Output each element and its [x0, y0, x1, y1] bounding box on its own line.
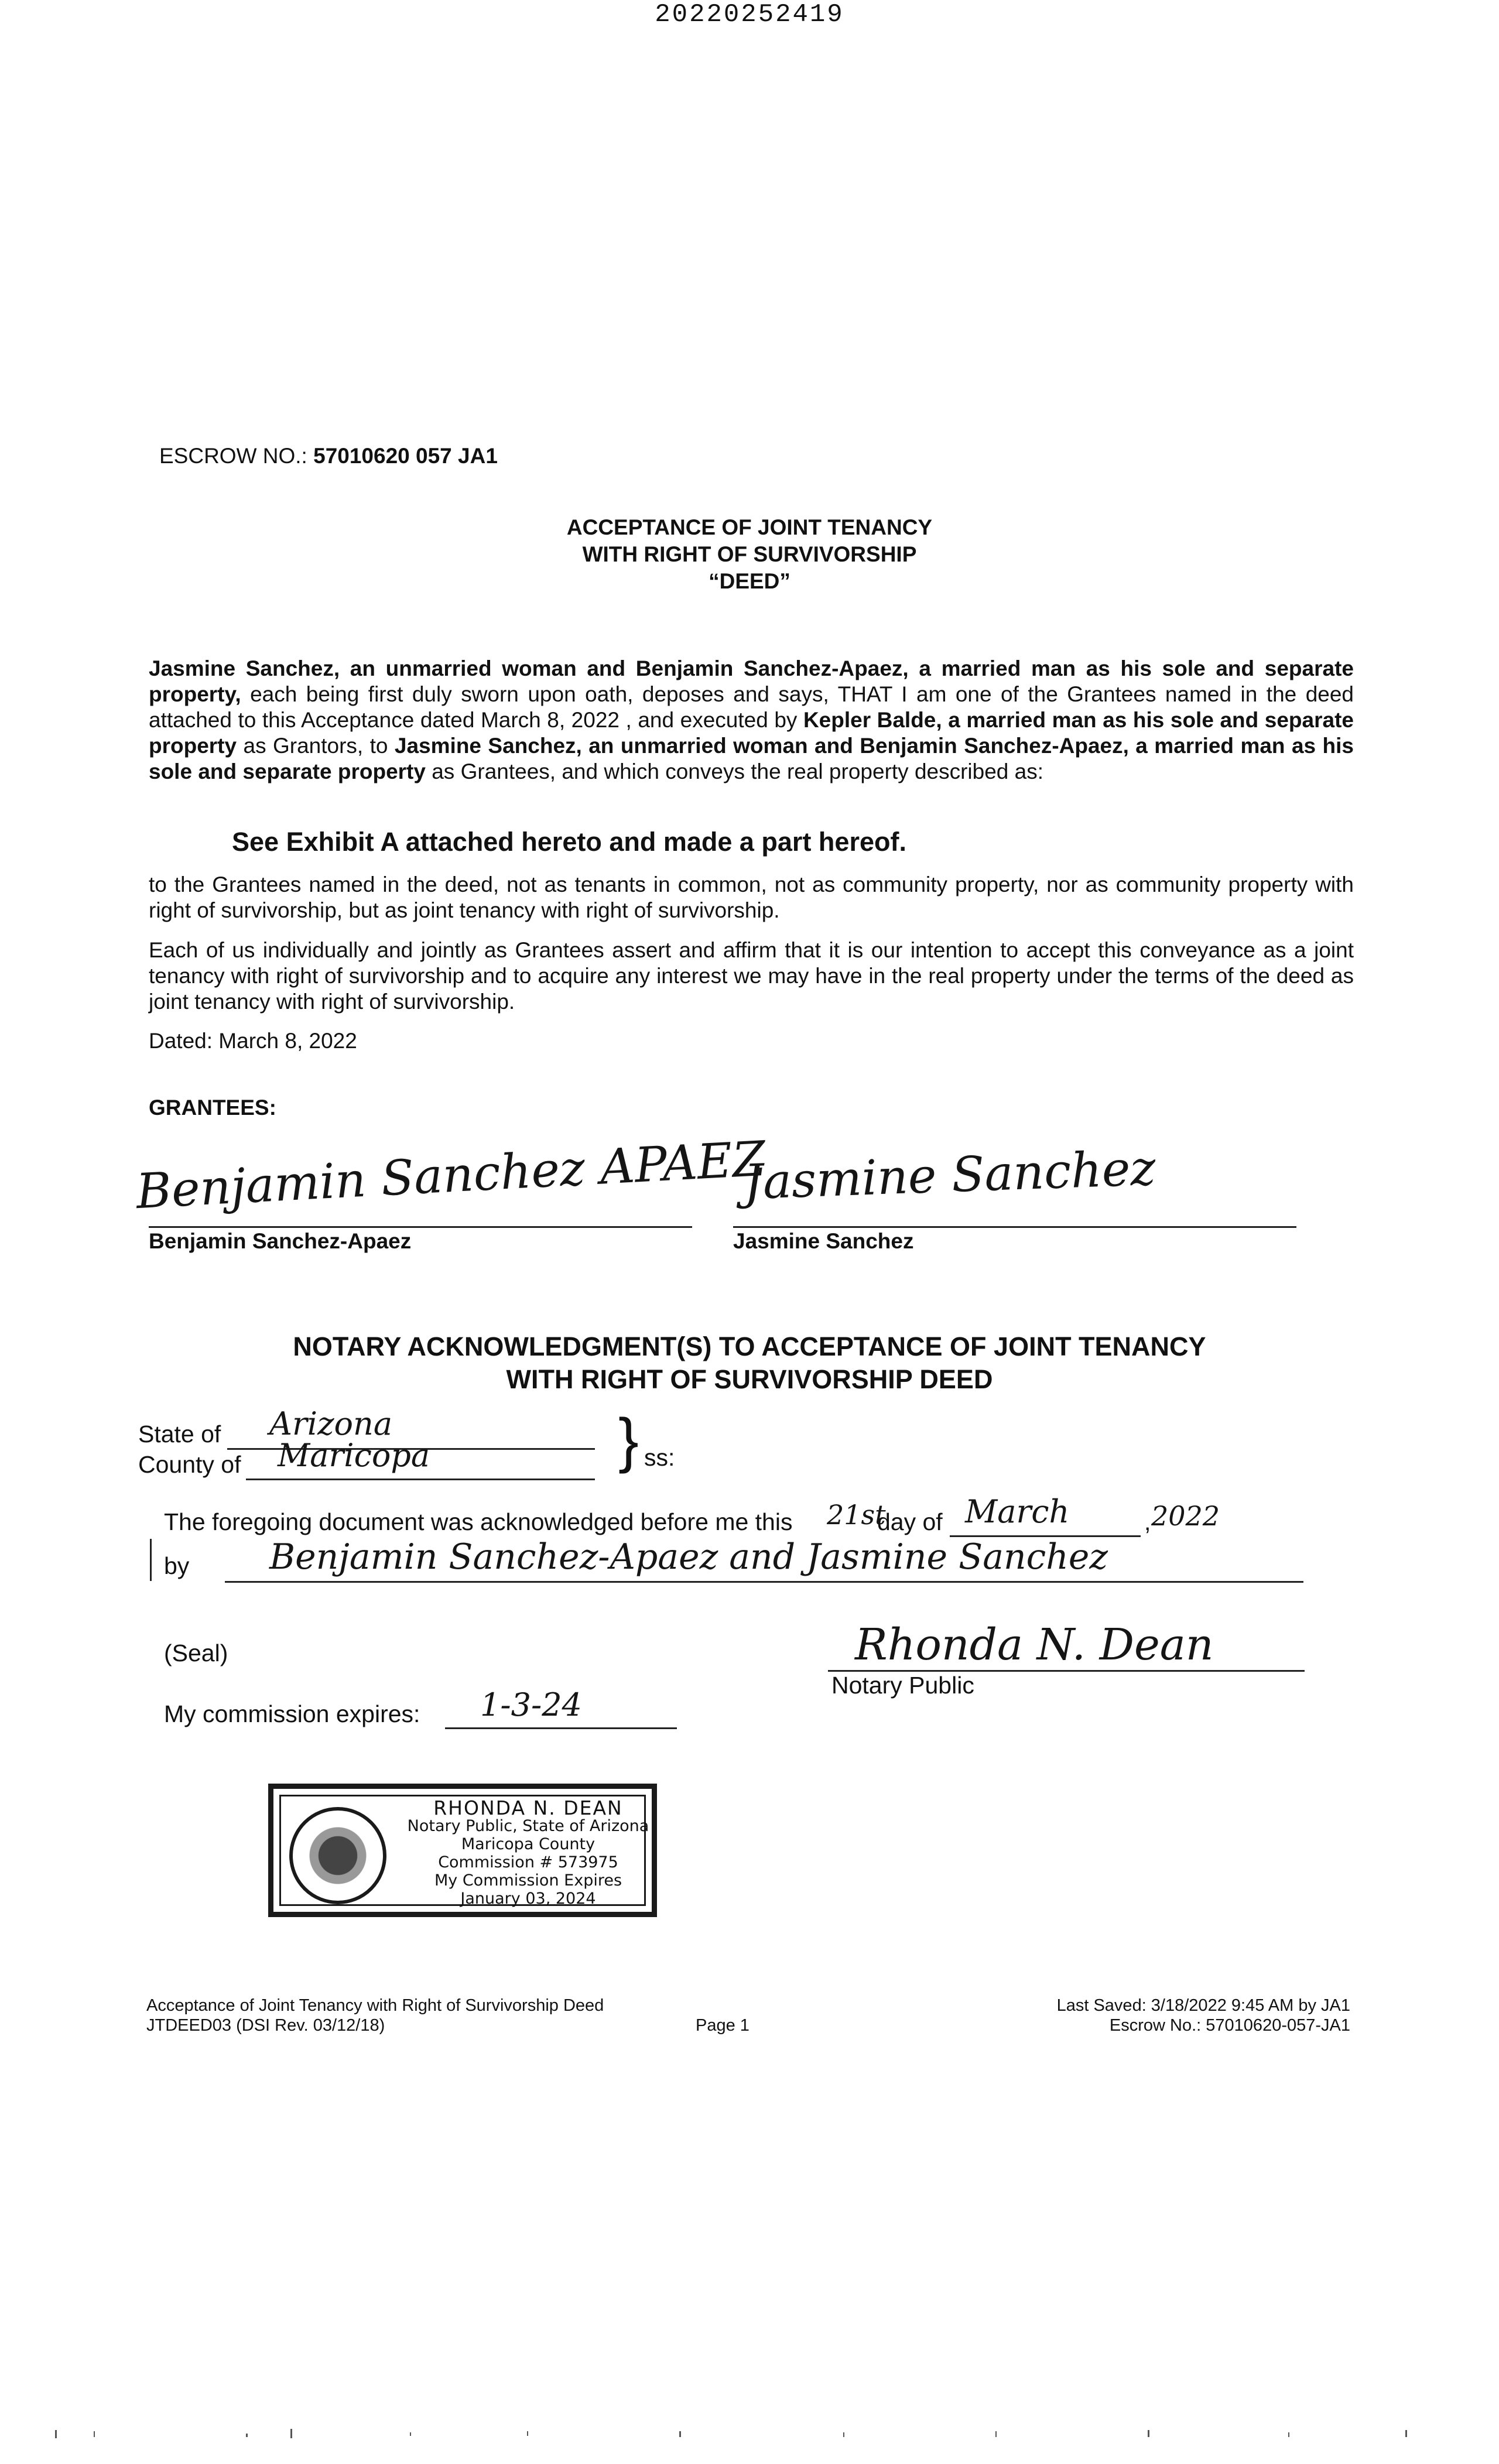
title-line-1: ACCEPTANCE OF JOINT TENANCY [566, 515, 933, 539]
stamp-line-3: Maricopa County [461, 1835, 596, 1853]
intro-grantor: Kepler Balde, a married man as his sole and separate property [149, 708, 1354, 758]
dated-line: Dated: March 8, 2022 [149, 1029, 357, 1053]
stamp-line-2: Notary Public, State of Arizona [407, 1817, 649, 1835]
stamp-inner-border [279, 1795, 649, 1908]
grantees-label: GRANTEES: [149, 1096, 276, 1120]
intro-text-2: as Grantors, to [237, 734, 395, 758]
commission-value: 1-3-24 [480, 1686, 582, 1723]
escrow-number-line [159, 444, 498, 468]
footer-page: Page 1 [696, 2016, 750, 2035]
escrow-label: ESCROW NO.: [159, 444, 307, 468]
state-seal-icon [289, 1807, 386, 1904]
stamp-line-5: My Commission Expires [434, 1871, 622, 1890]
footer-doc-title: Acceptance of Joint Tenancy with Right of Survivorship Deed [146, 1996, 604, 2015]
intro-paragraph [149, 656, 1354, 785]
ack-comma: , [1144, 1508, 1151, 1535]
by-value: Benjamin Sanchez-Apaez and Jasmine Sanchez [269, 1536, 1108, 1577]
county-label: County of [138, 1451, 241, 1478]
notary-signature: Rhonda N. Dean [855, 1620, 1214, 1670]
exhibit-reference: See Exhibit A attached hereto and made a part hereof. [232, 827, 906, 857]
ack-day-of: day of [877, 1508, 943, 1535]
footer-left [146, 1996, 604, 2035]
footer-right [1057, 1996, 1350, 2035]
ss-brace: } [618, 1406, 639, 1474]
intro-grantee-names: Jasmine Sanchez, an unmarried woman and Benjamin Sanchez-Apaez, a married man as his sole and separate property, [149, 656, 1354, 706]
benjamin-name: Benjamin Sanchez-Apaez [149, 1229, 412, 1253]
ack-text: The foregoing document was acknowledged before me this [164, 1508, 793, 1535]
notary-public-label: Notary Public [831, 1672, 974, 1699]
paragraph-tenancy: to the Grantees named in the deed, not as tenants in common, not as community property, nor as community property with right of survivorship, but as joint tenancy with right of survivorship. [149, 872, 1354, 922]
footer-escrow: Escrow No.: 57010620-057-JA1 [1109, 2016, 1350, 2035]
intro-text-3: as Grantees, and which conveys the real property described as: [425, 759, 1044, 783]
document-title [0, 514, 1499, 595]
notary-title [0, 1330, 1499, 1396]
margin-mark [150, 1539, 152, 1581]
scan-noise [0, 2424, 1499, 2448]
benjamin-signature: Benjamin Sanchez APAEZ [135, 1131, 767, 1220]
county-value: Maricopa [278, 1437, 430, 1474]
jasmine-signature: Jasmine Sanchez [742, 1140, 1157, 1211]
stamp-name: RHONDA N. DEAN [433, 1796, 623, 1819]
jasmine-name: Jasmine Sanchez [733, 1229, 914, 1253]
stamp-line-6: January 03, 2024 [460, 1890, 596, 1908]
stamp-line-4: Commission # 573975 [438, 1853, 618, 1871]
by-underline [225, 1581, 1303, 1583]
escrow-number: 57010620 057 JA1 [313, 444, 498, 468]
notary-stamp [268, 1784, 657, 1917]
intro-text-1: each being first duly sworn upon oath, deposes and says, THAT I am one of the Grantees named in the deed attached to this Acceptance dated March 8, 2022 , and executed by [149, 682, 1354, 732]
notary-title-line-1: NOTARY ACKNOWLEDGMENT(S) TO ACCEPTANCE OF JOINT TENANCY [293, 1332, 1206, 1361]
seal-label: (Seal) [164, 1640, 228, 1666]
paragraph-affirm: Each of us individually and jointly as Grantees assert and affirm that it is our intention to accept this conveyance as a joint tenancy with right of survivorship and to acquire any interest we may have in the real property under the terms of the deed as joint tenancy with right of survivorship. [149, 938, 1354, 1014]
ack-year-value: 2022 [1151, 1500, 1220, 1532]
footer-last-saved: Last Saved: 3/18/2022 9:45 AM by JA1 [1056, 1996, 1350, 2015]
signature-line-right [733, 1226, 1296, 1228]
recording-number: 20220252419 [655, 0, 844, 29]
state-label: State of [138, 1421, 221, 1447]
title-line-3: “DEED” [709, 569, 790, 593]
commission-label: My commission expires: [164, 1700, 420, 1727]
signature-line-left [149, 1226, 692, 1228]
notary-title-line-2: WITH RIGHT OF SURVIVORSHIP DEED [506, 1364, 993, 1394]
ack-day-value: 21st [827, 1499, 886, 1531]
state-value: Arizona [269, 1405, 393, 1442]
county-underline [246, 1479, 595, 1480]
title-line-2: WITH RIGHT OF SURVIVORSHIP [582, 542, 917, 566]
footer-form-code: JTDEED03 (DSI Rev. 03/12/18) [146, 2016, 385, 2035]
stamp-text [405, 1796, 651, 1908]
intro-grantees-to: Jasmine Sanchez, an unmarried woman and Benjamin Sanchez-Apaez, a married man as his sole and separate property [149, 734, 1354, 783]
ack-month-value: March [965, 1493, 1070, 1530]
ss-label: ss: [644, 1444, 675, 1471]
by-label: by [164, 1552, 190, 1579]
commission-underline [445, 1727, 677, 1729]
